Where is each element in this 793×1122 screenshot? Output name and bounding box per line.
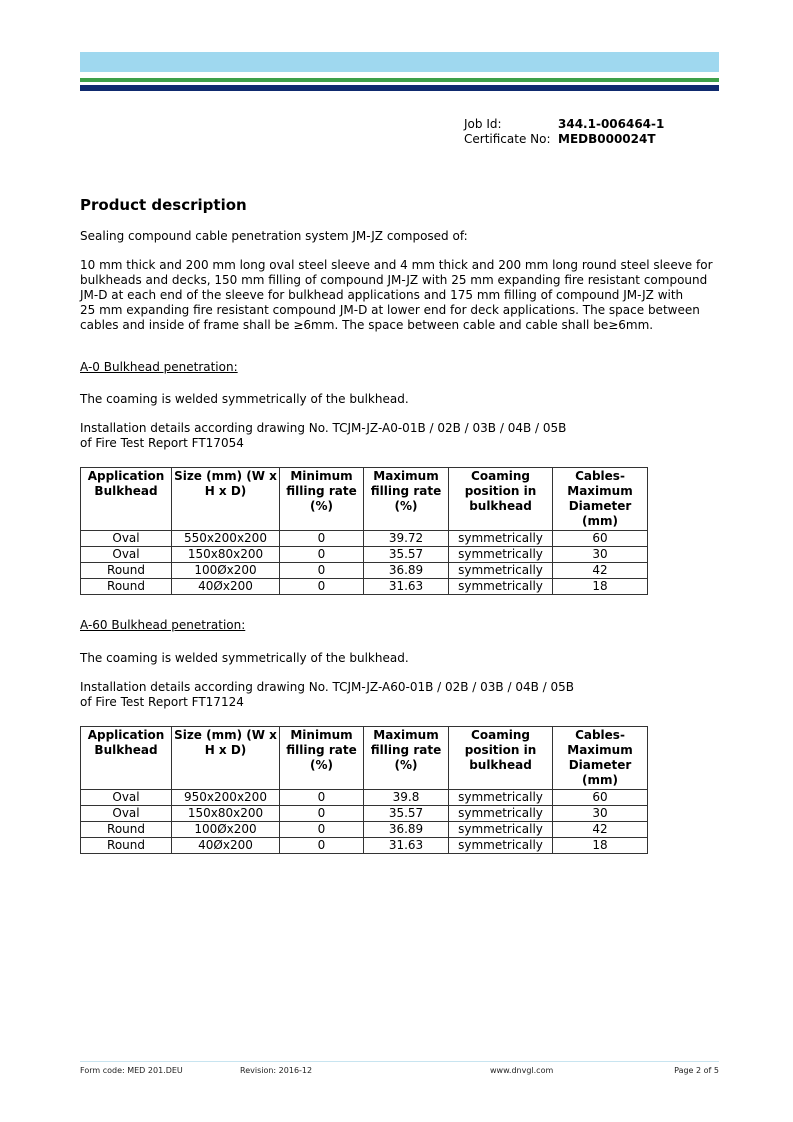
job-id-value: 344.1-006464-1 xyxy=(558,117,665,131)
cell-application: Round xyxy=(81,563,172,579)
cell-max-fill: 39.8 xyxy=(364,790,449,806)
col-header-coaming: Coaming position in bulkhead xyxy=(449,727,553,790)
cell-min-fill: 0 xyxy=(280,563,364,579)
cell-max-fill: 39.72 xyxy=(364,531,449,547)
cell-size: 40Øx200 xyxy=(172,838,280,854)
a60-penetration-table xyxy=(80,726,648,854)
cell-size: 40Øx200 xyxy=(172,579,280,595)
cell-size: 950x200x200 xyxy=(172,790,280,806)
description-line: 10 mm thick and 200 mm long oval steel sleeve and 4 mm thick and 200 mm long round steel sleeve for xyxy=(80,258,713,272)
job-id-label: Job Id: xyxy=(464,117,502,131)
cell-application: Round xyxy=(81,838,172,854)
cell-cable-diameter: 42 xyxy=(553,822,648,838)
footer-divider xyxy=(80,1061,719,1062)
a60-install-details xyxy=(80,680,574,710)
cell-size: 100Øx200 xyxy=(172,563,280,579)
a0-coaming-note: The coaming is welded symmetrically of the bulkhead. xyxy=(80,392,409,406)
certificate-value: MEDB000024T xyxy=(558,132,656,146)
a60-install-line: Installation details according drawing No. TCJM-JZ-A60-01B / 02B / 03B / 04B / 05B xyxy=(80,680,575,694)
description-line: JM-D at each end of the sleeve for bulkhead applications and 175 mm filling of compound JM-JZ with xyxy=(80,288,684,302)
cell-application: Oval xyxy=(81,806,172,822)
a0-install-details xyxy=(80,421,566,451)
section-heading: Product description xyxy=(80,196,247,214)
cell-application: Oval xyxy=(81,790,172,806)
cell-max-fill: 35.57 xyxy=(364,806,449,822)
description-line: bulkheads and decks, 150 mm filling of compound JM-JZ with 25 mm expanding fire resistant compound xyxy=(80,273,708,287)
table-row xyxy=(81,790,648,806)
a0-penetration-table xyxy=(80,467,648,595)
cell-coaming: symmetrically xyxy=(449,838,553,854)
col-header-size: Size (mm) (W x H x D) xyxy=(172,727,280,790)
certificate-label: Certificate No: xyxy=(464,132,551,146)
table-row xyxy=(81,547,648,563)
cell-cable-diameter: 30 xyxy=(553,806,648,822)
cell-max-fill: 31.63 xyxy=(364,838,449,854)
header-band-navy xyxy=(80,85,719,91)
col-header-coaming: Coaming position in bulkhead xyxy=(449,468,553,531)
col-header-cable-diameter: Cables-Maximum Diameter (mm) xyxy=(553,468,648,531)
cell-application: Round xyxy=(81,579,172,595)
cell-cable-diameter: 60 xyxy=(553,531,648,547)
cell-coaming: symmetrically xyxy=(449,806,553,822)
job-info-block xyxy=(464,117,664,147)
table-row xyxy=(81,838,648,854)
cell-max-fill: 36.89 xyxy=(364,822,449,838)
cell-size: 550x200x200 xyxy=(172,531,280,547)
a0-install-line: Installation details according drawing No. TCJM-JZ-A0-01B / 02B / 03B / 04B / 05B xyxy=(80,421,567,435)
cell-size: 150x80x200 xyxy=(172,547,280,563)
cell-max-fill: 31.63 xyxy=(364,579,449,595)
header-band-green xyxy=(80,78,719,82)
cell-application: Oval xyxy=(81,547,172,563)
footer-page-number: Page 2 of 5 xyxy=(674,1066,719,1075)
certificate-row xyxy=(464,132,664,147)
cell-cable-diameter: 42 xyxy=(553,563,648,579)
cell-min-fill: 0 xyxy=(280,822,364,838)
a0-section-title: A-0 Bulkhead penetration: xyxy=(80,360,238,374)
cell-size: 150x80x200 xyxy=(172,806,280,822)
table-header-row xyxy=(81,727,648,790)
cell-application: Oval xyxy=(81,531,172,547)
footer-website: www.dnvgl.com xyxy=(490,1066,554,1075)
table-row xyxy=(81,822,648,838)
cell-application: Round xyxy=(81,822,172,838)
cell-min-fill: 0 xyxy=(280,531,364,547)
footer-form-code: Form code: MED 201.DEU xyxy=(80,1066,183,1075)
table-row xyxy=(81,531,648,547)
cell-max-fill: 35.57 xyxy=(364,547,449,563)
table-row xyxy=(81,579,648,595)
cell-cable-diameter: 18 xyxy=(553,579,648,595)
cell-coaming: symmetrically xyxy=(449,531,553,547)
cell-min-fill: 0 xyxy=(280,579,364,595)
cell-min-fill: 0 xyxy=(280,838,364,854)
table-row xyxy=(81,563,648,579)
cell-cable-diameter: 60 xyxy=(553,790,648,806)
col-header-max-fill: Maximum filling rate (%) xyxy=(364,727,449,790)
a60-coaming-note: The coaming is welded symmetrically of the bulkhead. xyxy=(80,651,409,665)
job-id-row xyxy=(464,117,664,132)
table-row xyxy=(81,806,648,822)
col-header-min-fill: Minimum filling rate (%) xyxy=(280,727,364,790)
cell-coaming: symmetrically xyxy=(449,822,553,838)
cell-coaming: symmetrically xyxy=(449,579,553,595)
cell-coaming: symmetrically xyxy=(449,790,553,806)
a60-section-title: A-60 Bulkhead penetration: xyxy=(80,618,246,632)
table-header-row xyxy=(81,468,648,531)
cell-size: 100Øx200 xyxy=(172,822,280,838)
description-line: cables and inside of frame shall be ≥6mm. The space between cable and cable shall be≥6mm. xyxy=(80,318,654,332)
description-line: 25 mm expanding fire resistant compound JM-D at lower end for deck applications. The space between xyxy=(80,303,700,317)
footer-revision: Revision: 2016-12 xyxy=(240,1066,313,1075)
cell-max-fill: 36.89 xyxy=(364,563,449,579)
cell-min-fill: 0 xyxy=(280,790,364,806)
col-header-cable-diameter: Cables-Maximum Diameter (mm) xyxy=(553,727,648,790)
intro-text: Sealing compound cable penetration system JM-JZ composed of: xyxy=(80,229,468,243)
col-header-size: Size (mm) (W x H x D) xyxy=(172,468,280,531)
cell-coaming: symmetrically xyxy=(449,547,553,563)
cell-min-fill: 0 xyxy=(280,547,364,563)
cell-cable-diameter: 18 xyxy=(553,838,648,854)
a0-install-line: of Fire Test Report FT17054 xyxy=(80,436,244,450)
col-header-min-fill: Minimum filling rate (%) xyxy=(280,468,364,531)
a60-install-line: of Fire Test Report FT17124 xyxy=(80,695,244,709)
cell-cable-diameter: 30 xyxy=(553,547,648,563)
col-header-max-fill: Maximum filling rate (%) xyxy=(364,468,449,531)
cell-coaming: symmetrically xyxy=(449,563,553,579)
col-header-application: Application Bulkhead xyxy=(81,468,172,531)
header-band-light-blue xyxy=(80,52,719,72)
cell-min-fill: 0 xyxy=(280,806,364,822)
description-paragraph xyxy=(80,258,725,333)
col-header-application: Application Bulkhead xyxy=(81,727,172,790)
